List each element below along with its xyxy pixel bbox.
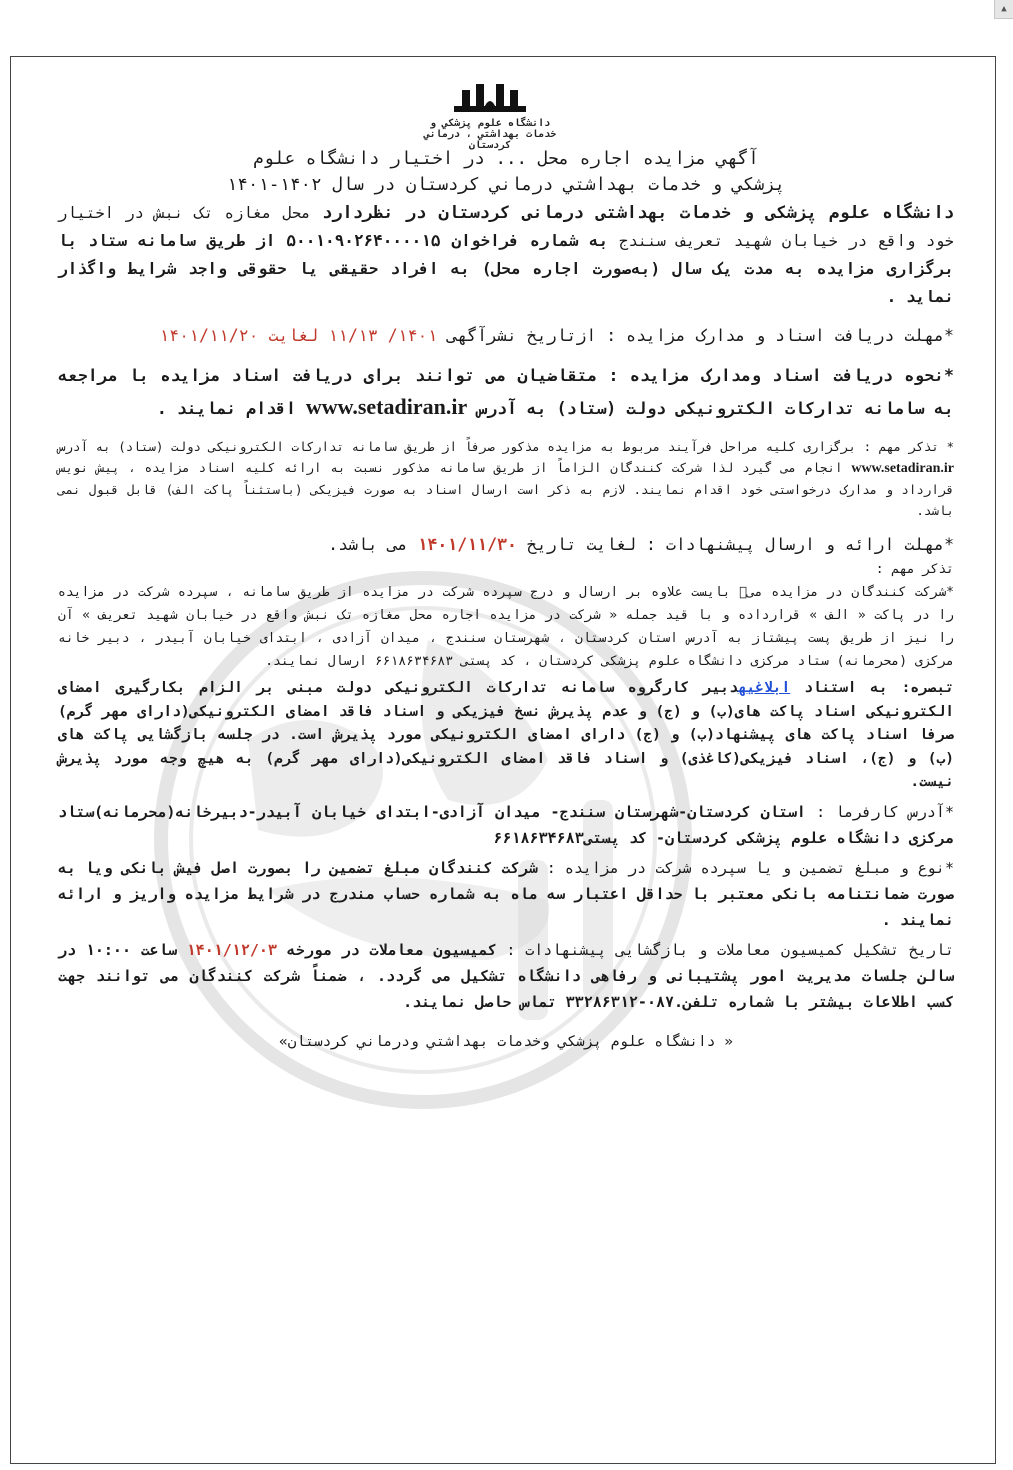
how-to-tail: اقدام نمایند . xyxy=(156,399,296,418)
important-title: تذکر مهم : xyxy=(875,562,954,577)
intro-paragraph xyxy=(58,200,954,311)
scroll-up-button[interactable]: ▲ xyxy=(994,0,1013,19)
university-logo-icon xyxy=(452,82,528,114)
important-text: *شرکت کنندگان در مزایده میٖ بایست علاوه بر ارسال و درج سپرده شرکت در مزایده از طریق سامانه ، سپرده شرکت در مزایده را در پاکت « الف » قرارداده و با قید جمله « شرکت در مزایده اجاره محل مغازه تک نبش واقع در خیابان شهید تعریف » آن را نیز از طریق پست پیشتاز به آدرس استان کردستان ، شهرستان سنندج ، میدان آزادی ، ابتدای خیابان آبیدر ، دبیر خانه مرکزی (محرمانه) ستاد مرکزی دانشگاه علوم پزشکی کردستان ، کد پستی ۶۶۱۸۶۳۴۶۸۳ ارسال نمایند. xyxy=(58,585,954,669)
offer-deadline-date: ۱۴۰۱/۱۱/۳۰ xyxy=(417,535,517,554)
commission-text-2: ساعت ۱۰:۰۰ در سالن جلسات مدیریت امور پشتیبانی و رفاهی دانشگاه تشکیل می گردد. ، ضمناً شرکت کنندگان می توانند جهت کسب اطلاعات بیشتر با شماره تلفن.۰۸۷-۳۳۲۸۶۳۱۲ تماس حاصل نمایند. xyxy=(58,940,954,1011)
remark-paragraph xyxy=(58,677,954,795)
announcement-link[interactable]: ابلاغیه xyxy=(737,680,791,696)
how-to-receive xyxy=(58,360,954,424)
guarantee-paragraph xyxy=(58,855,954,933)
employer-address xyxy=(58,799,954,851)
intro-tail: به شماره فراخوان ۵۰۰۱۰۹۰۲۶۴۰۰۰۰۱۵ از طریق سامانه ستاد با برگزاری مزایده به مدت یک سال (به‌صورت اجاره محل) به افراد حقیقی یا حقوقی واجد شرایط واگذار نماید . xyxy=(58,231,954,306)
intro-lead: دانشگاه علوم پزشکی و خدمات بهداشتی درمانی کردستان در نظردارد xyxy=(321,203,954,223)
title-line-1: آگهي مزايده اجاره محل ... در اختيار دانشگاه علوم xyxy=(253,149,759,169)
remark-pre: تبصره: به استناد xyxy=(804,680,954,696)
guarantee-label: *نوع و مبلغ تضمین و یا سپرده شرکت در مزایده : xyxy=(546,858,954,877)
employer-address-label: *آدرس کارفرما : xyxy=(816,802,954,821)
setadiran-url-large: www.setadiran.ir xyxy=(305,394,468,419)
how-to-text: *نحوه دریافت اسناد ومدارک مزایده : متقاضیان می توانند برای دریافت اسناد مزایده با مراجعه به سامانه تدارکات الکترونیکی دولت (ستاد) به آدرس xyxy=(58,366,954,418)
document-deadline-label: *مهلت دریافت اسناد و مدارک مزایده : ازتاریخ نشرآگهی xyxy=(447,326,954,345)
offer-deadline-tail: می باشد. xyxy=(328,535,408,554)
employer-address-text: استان کردستان-شهرستان سنندج- میدان آزادی-ابتدای خیابان آبیدر-دبیرخانه(محرمانه)ستاد مرکزی دانشگاه علوم پزشکی کردستان- کد پستی۶۶۱۸۶۳۴۶۸۳ xyxy=(58,802,954,847)
document-deadline xyxy=(58,321,954,350)
intro-normal: محل مغازه تک نبش در اختیار خود واقع در خیابان شهید تعریف سنندج xyxy=(58,204,954,250)
commission-text-1: کمیسیون معاملات در مورخه xyxy=(286,940,497,959)
commission-date: ۱۴۰۱/۱۲/۰۳ xyxy=(186,940,277,959)
important-note xyxy=(58,436,954,521)
title-line-2: پزشکي و خدمات بهداشتي درماني کردستان در سال ۱۴۰۲-۱۴۰۱ xyxy=(226,175,786,195)
document-deadline-from: ۱۴۰۱/ ۱۱/۱۳ xyxy=(328,326,438,345)
commission-paragraph xyxy=(58,937,954,1015)
guarantee-text: شرکت کنندگان مبلغ تضمین را بصورت اصل فیش بانکی ویا به صورت ضمانتنامه بانکی معتبر با حداقل اعتبار سه ماه به شماره حساب مندرج در شرایط مزایده واریز و ارائه نمایند . xyxy=(58,858,954,929)
document-deadline-to: ۱۴۰۱/۱۱/۲۰ xyxy=(159,326,259,345)
note-post: انجام می گیرد لذا شرکت کنندگان الزاماً از طریق سامانه مذکور نسبت به ارائه کلیه اسناد مزایده ، پیش نویس قرارداد و مدارک درخواستی خود اقدام نمایند. لازم به ذکر است ارسال اسناد به صورت فیزیکی (باستثناً پاکت الف) قابل قبول نمی باشد. xyxy=(58,460,954,518)
logo-caption: دانشگاه علوم پزشکي و خدمات بهداشتي ، درماني کردستان xyxy=(423,118,557,151)
offer-deadline-label: *مهلت ارائه و ارسال پیشنهادات : لغایت تاریخ xyxy=(526,535,954,554)
remark-post: دبیر کارگروه سامانه تدارکات الکترونیکی دولت مبنی بر الزام بکارگیری امضای الکترونیکی اسناد پاکت های(ب) و (ج) و عدم پذیرش نسخ فیزیکی و اسناد فاقد امضای الکترونیکی(دارای مهر گرم) صرفا اسناد پاکت های پیشنهاد(ب) و (ج) دارای امضای الکترونیکی مورد پذیرش است. در جلسه بازگشایی پاکت های (ب) و (ج)، اسناد فیزیکی(کاغذی) و اسناد فاقد امضای الکترونیکی(دارای مهر گرم) به هیچ وجه مورد پذیرش نیست. xyxy=(58,680,954,790)
offer-deadline xyxy=(58,531,954,558)
document-deadline-to-label: لغایت xyxy=(268,326,319,345)
page-title xyxy=(58,146,954,198)
setadiran-url-small: www.setadiran.ir xyxy=(851,461,954,476)
note-pre: * تذکر مهم : برگزاری کلیه مراحل فرآیند مربوط به مزایده مذکور صرفاً از طریق سامانه تدارکات الکترونیکی دولت (ستاد) به آدرس xyxy=(58,439,954,454)
footer-signature: « دانشگاه علوم پزشکي وخدمات بهداشتي ودرماني كردستان» xyxy=(279,1033,733,1050)
announcement-body xyxy=(58,146,954,1053)
commission-label: تاریخ تشکیل کمیسیون معاملات و بازگشایی پیشنهادات : xyxy=(506,940,955,959)
